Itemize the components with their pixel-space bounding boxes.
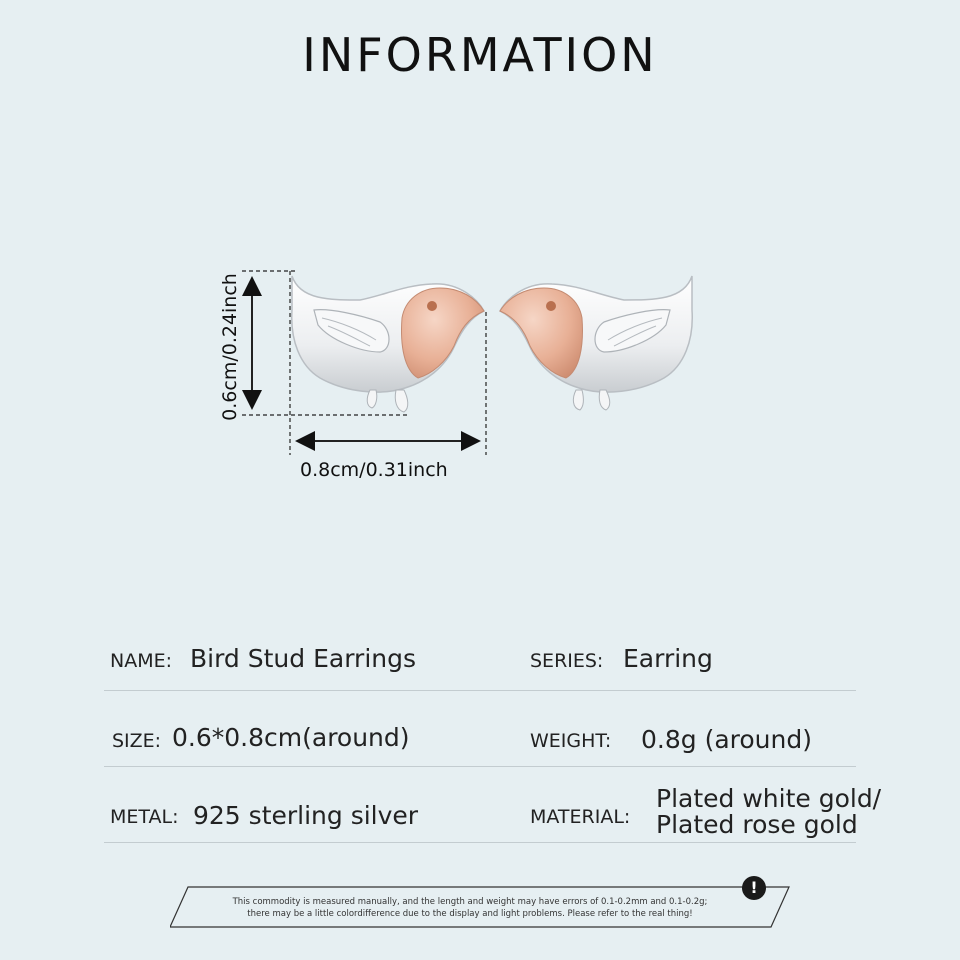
size-label: SIZE: xyxy=(112,730,162,752)
name-value: Bird Stud Earrings xyxy=(190,644,417,673)
info-row-metal-material xyxy=(104,766,882,843)
series-cell xyxy=(530,614,860,690)
weight-value: 0.8g (around) xyxy=(641,725,812,754)
measurement-notice xyxy=(170,878,790,928)
notice-text xyxy=(170,896,770,920)
material-value-line1: Plated white gold/ xyxy=(656,784,882,813)
material-label: MATERIAL: xyxy=(530,806,631,828)
left-bird-earring xyxy=(292,276,484,412)
page-title: INFORMATION xyxy=(302,28,658,82)
weight-label: WEIGHT: xyxy=(530,730,612,752)
material-cell xyxy=(530,766,882,842)
size-value: 0.6*0.8cm(around) xyxy=(172,723,410,752)
metal-label: METAL: xyxy=(110,806,179,828)
width-dimension-label: 0.8cm/0.31inch xyxy=(300,459,448,481)
series-value: Earring xyxy=(623,644,713,673)
info-row-size-weight xyxy=(104,690,856,767)
notice-line-2: there may be a little colordifference due to the display and light problems. Please refer to the real thing! xyxy=(247,909,693,919)
material-value-line2: Plated rose gold xyxy=(656,810,858,839)
series-label: SERIES: xyxy=(530,650,604,672)
notice-line-1: This commodity is measured manually, and the length and weight may have errors of 0.1-0.2mm and 0.1-0.2g; xyxy=(232,897,708,907)
info-row-name-series xyxy=(104,614,856,691)
metal-cell xyxy=(108,766,528,842)
weight-cell xyxy=(530,690,860,766)
name-cell xyxy=(108,614,528,690)
exclamation-icon: ! xyxy=(742,876,766,900)
metal-value: 925 sterling silver xyxy=(193,801,419,830)
name-label: NAME: xyxy=(110,650,173,672)
size-cell xyxy=(108,690,528,766)
right-bird-earring xyxy=(500,276,692,410)
height-dimension-label: 0.6cm/0.24inch xyxy=(219,273,241,421)
